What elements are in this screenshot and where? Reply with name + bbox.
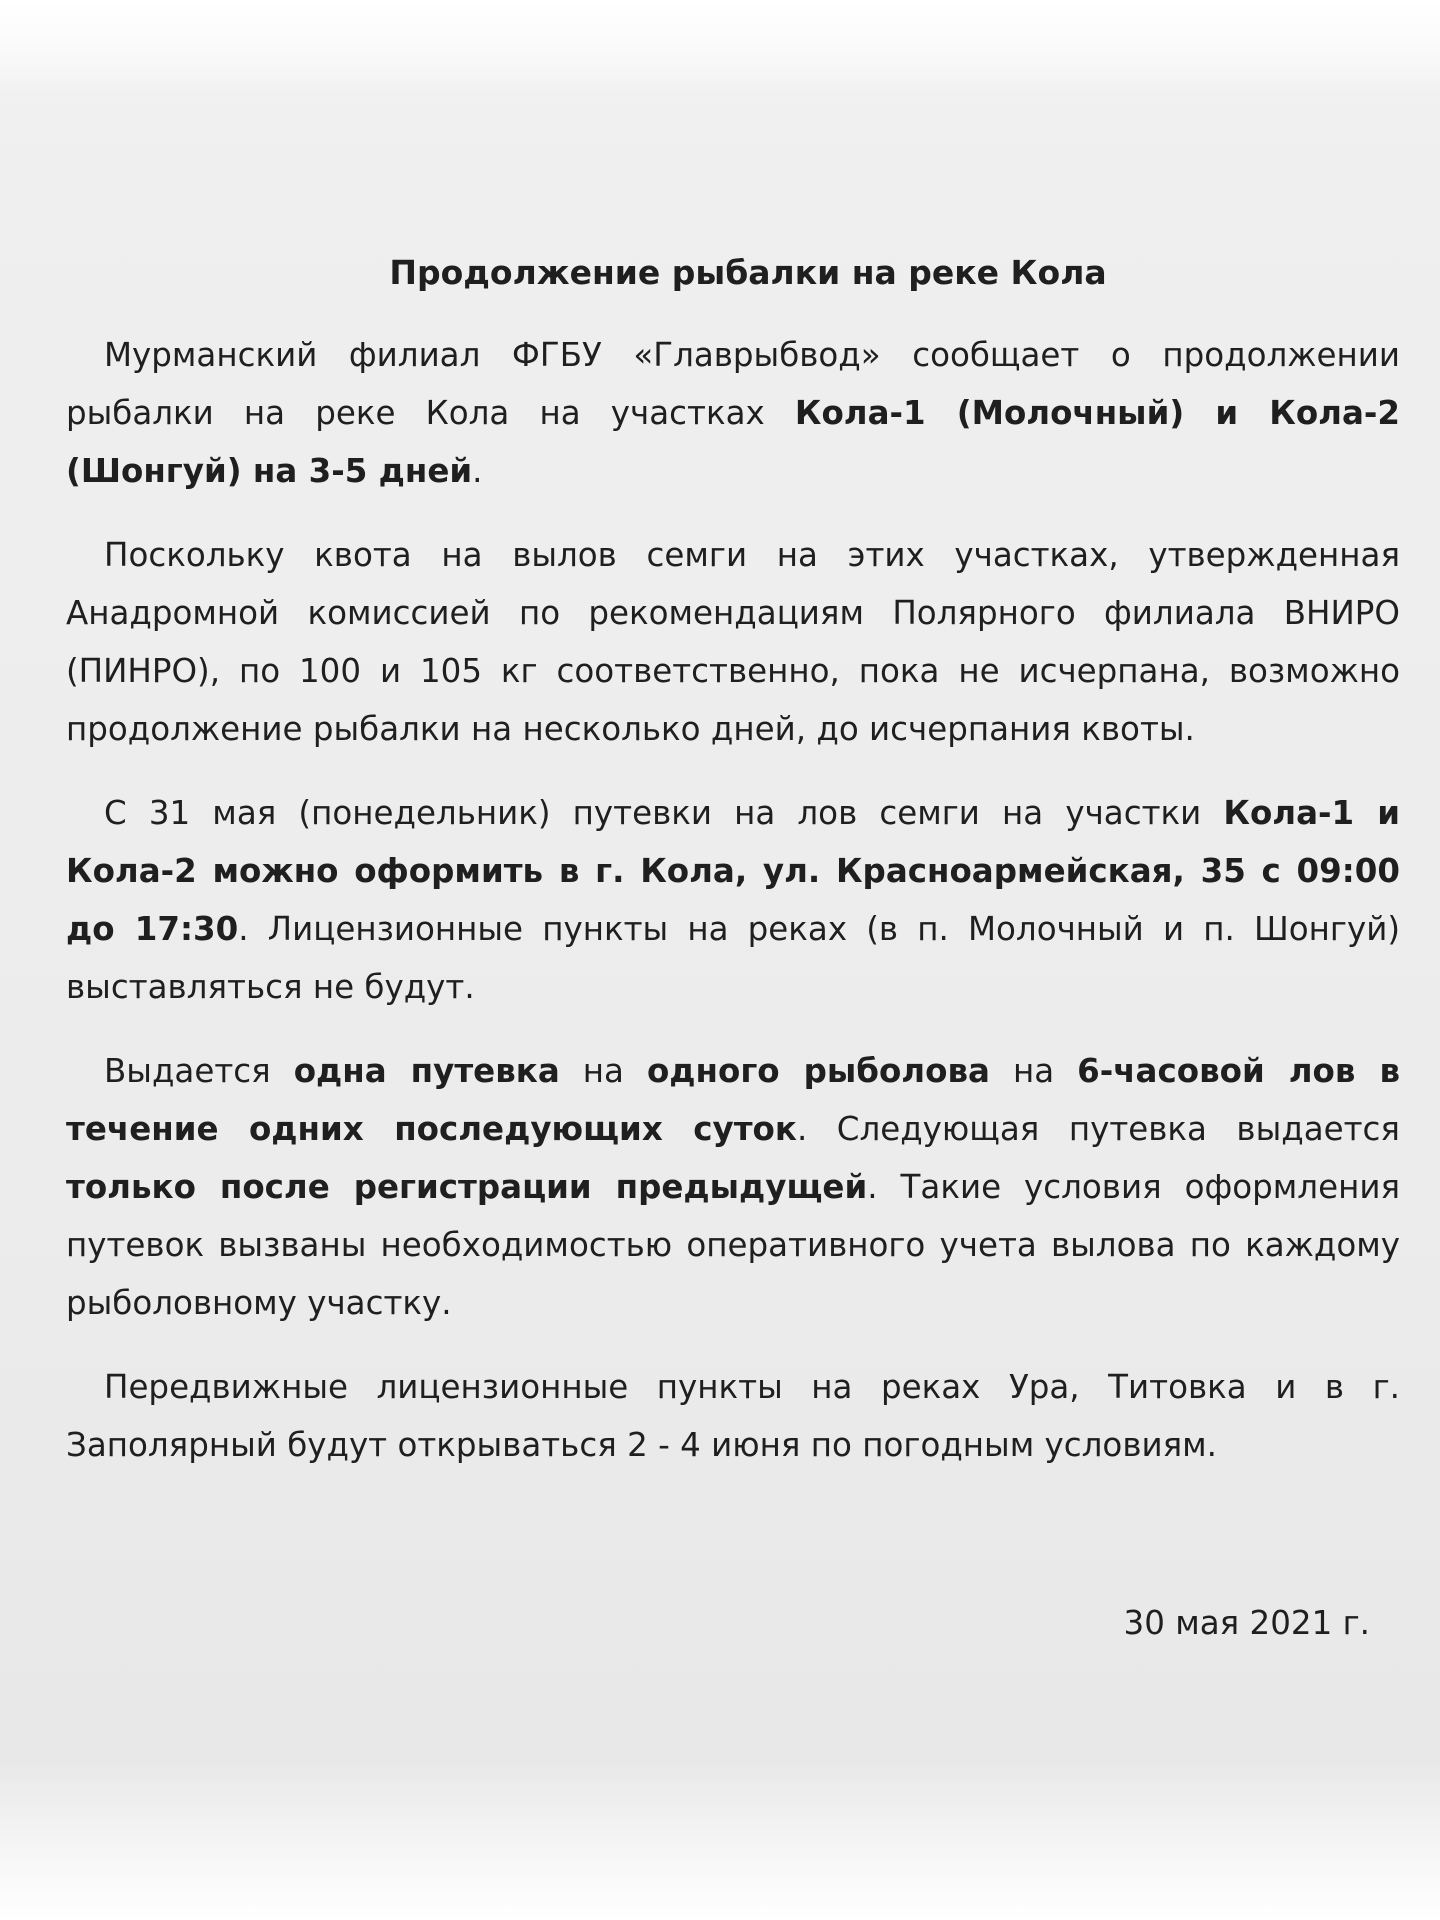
paragraph-2-text: Поскольку квота на вылов семги на этих участках, утвержденная Анадромной комиссией по рекомендациям Полярного филиала ВНИРО (ПИНРО), по 100 и 105 кг соответственно, пока не исчерпана, возможно продолжение рыбалки на несколько дней, до исчерпания квоты. [66,536,1400,749]
paragraph-5-text: Передвижные лицензионные пункты на реках Ура, Титовка и в г. Заполярный будут открываться 2 - 4 июня по погодным условиям. [66,1368,1400,1465]
paragraph-continuation [66,326,1400,500]
paragraph-4-text-i: . Такие условия оформления путевок вызваны необходимостью оперативного учета вылова по каждому рыболовному участку. [66,1168,1400,1323]
notice-date: 30 мая 2021 г. [1123,1604,1370,1643]
paragraph-mobile-points [66,1358,1400,1474]
paragraph-rules [66,1042,1400,1332]
paragraph-permits [66,784,1400,1016]
plastic-glare-bottom [0,1760,1440,1920]
paragraph-4-bold-registration: только после регистрации предыдущей [66,1168,868,1207]
paragraph-4-bold-one-angler: одного рыболова [646,1052,990,1091]
notice-title: Продолжение рыбалки на реке Кола [389,253,1107,292]
paragraph-4-bold-one-permit: одна путевка [293,1052,560,1091]
paragraph-4-text-g: . Следующая путевка выдается [796,1110,1400,1149]
paragraph-quota [66,526,1400,758]
paragraph-1-bold-sections: Кола-1 (Молочный) и Кола-2 (Шонгуй) на 3-5 дней [66,394,1400,491]
paragraph-4-text-a: Выдается [104,1052,294,1091]
paragraph-3-text: С 31 мая (понедельник) путевки на лов семги на участки [104,794,1224,833]
paragraph-1-text: Мурманский филиал ФГБУ «Главрыбвод» сообщает о продолжении рыбалки на реке Кола на участках [66,336,1400,433]
paragraph-4-text-c: на [559,1052,647,1091]
paragraph-1-end: . [472,452,483,491]
paragraph-4-text-e: на [989,1052,1078,1091]
paragraph-3-end: . Лицензионные пункты на реках (в п. Молочный и п. Шонгуй) выставляться не будут. [66,910,1401,1007]
plastic-glare-top [0,0,1440,92]
paragraph-3-bold-location: Кола-1 и Кола-2 можно оформить в г. Кола, ул. Красноармейская, 35 с 09:00 до 17:30 [66,794,1400,949]
notice-content [66,250,1400,1652]
paragraph-4-bold-duration: 6-часовой лов в течение одних последующих суток [66,1052,1401,1149]
